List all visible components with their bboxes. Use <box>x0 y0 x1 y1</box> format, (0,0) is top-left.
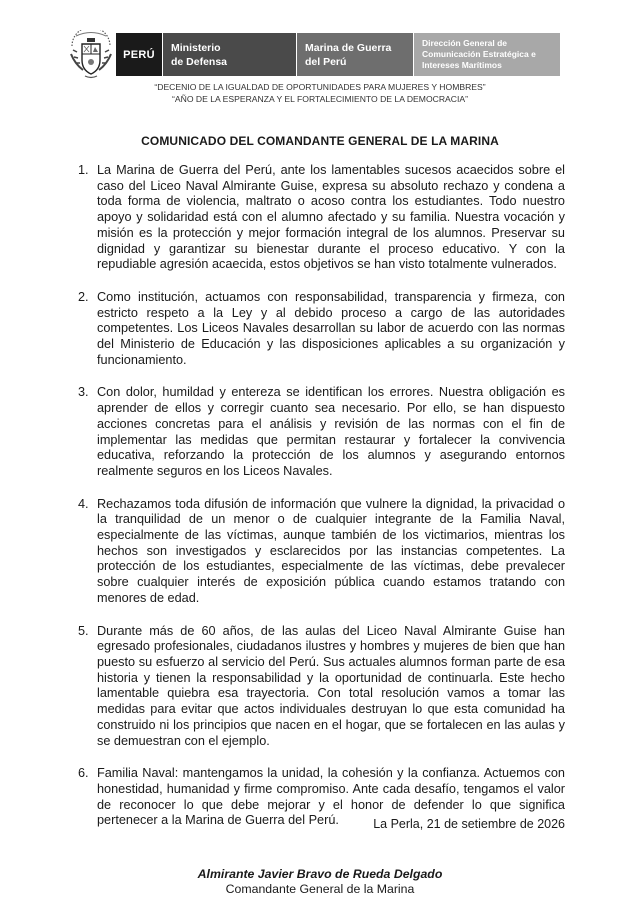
item-text: Como institución, actuamos con responsabilidad, transparencia y firmeza, con estricto respeto a la Ley y al debido proceso a cargo de las autoridades competentes. Los Liceos Navales desarrollan su labor de acuerdo con las normas del Ministerio de Educación y las disposiciones aplicables a su organización y funcionamiento. <box>97 289 565 367</box>
letterhead <box>68 30 560 80</box>
decenio-line1: “DECENIO DE LA IGUALDAD DE OPORTUNIDADES PARA MUJERES Y HOMBRES” <box>154 82 486 92</box>
direccion-line2: Comunicación Estratégica e <box>422 49 536 59</box>
item-text: Con dolor, humildad y entereza se identifican los errores. Nuestra obligación es aprender de ellos y corregir cuanto sea necesario. Por ello, se han dispuesto acciones concretas para el análisis y revisión de las normas con el fin de implementar las medidas que permitan restaurar y fortalecer la convivencia educativa, reforzando la protección de los alumnos y asegurando entornos realmente seguros en los Liceos Navales. <box>97 385 565 478</box>
direccion-line1: Dirección General de <box>422 38 508 48</box>
statement-list <box>78 163 565 829</box>
statement-item <box>78 290 565 369</box>
marina-line1: Marina de Guerra <box>305 41 392 54</box>
item-number: 1. <box>78 163 89 177</box>
marina-block <box>297 33 413 76</box>
decenio-line2: “AÑO DE LA ESPERANZA Y EL FORTALECIMIENTO DE LA DEMOCRACIA” <box>172 93 468 104</box>
item-text: Familia Naval: mantengamos la unidad, la cohesión y la confianza. Actuemos con honestidad, humanidad y firme compromiso. Ante cada desafío, tengamos el valor de reconocer lo que debe mejorar y el honor de defender lo que significa pertenecer a la Marina de Guerra del Perú. <box>97 766 565 828</box>
peru-label: PERÚ <box>123 48 155 61</box>
item-text: Rechazamos toda difusión de información que vulnere la dignidad, la privacidad o la tranquilidad de un menor o de cualquier integrante de la Familia Naval, especialmente de las víctimas, aunque también de los victimarios, mientras los hechos son investigados y esclarecidos por las instancias competentes. La protección de los estudiantes, especialmente de las víctimas, debe prevalecer sobre cualquier interés de exposición pública cuando estamos tratando con menores de edad. <box>97 496 565 605</box>
ministerio-line1: Ministerio <box>171 41 221 54</box>
item-text: La Marina de Guerra del Perú, ante los lamentables sucesos acaecidos sobre el caso del Liceo Naval Almirante Guise, expresa su absoluto rechazo y condena a toda forma de violencia, maltrato o acoso contra los estudiantes. Todo nuestro apoyo y solidaridad está con el alumno afectado y su familia. Nuestra vocación y misión es la protección y mejor formación integral de los alumnos. Preservar su dignidad y garantizar su bienestar durante el proceso educativo. Y con la repudiable agresión acaecida, estos objetivos se han visto totalmente vulnerados. <box>97 163 565 272</box>
direccion-block <box>414 33 560 76</box>
direccion-line3: Intereses Marítimos <box>422 60 502 70</box>
statement-item <box>78 624 565 750</box>
statement-item <box>78 497 565 607</box>
item-number: 5. <box>78 623 89 638</box>
document-title: COMUNICADO DEL COMANDANTE GENERAL DE LA MARINA <box>141 134 499 148</box>
signature-block <box>0 867 640 897</box>
item-text: Durante más de 60 años, de las aulas del Liceo Naval Almirante Guise han egresado profesionales, ciudadanos ilustres y hombres y mujeres de bien que han puesto su esfuerzo al servicio del Perú. Sus actuales alumnos forman parte de esa historia y tienen la responsabilidad y la oportunidad de continuarla. Este hecho lamentable quiebra esa trayectoria. Con total resolución vamos a tomar las medidas para evitar que actos individuales destruyan lo que esta comunidad ha construido ni los principios que nacen en el hogar, que se fortalecen en las aulas y se demuestran con el ejemplo. <box>97 623 565 748</box>
item-number: 2. <box>78 289 89 304</box>
statement-item <box>78 163 565 273</box>
coat-of-arms-icon <box>68 30 114 80</box>
decenio-slogans <box>0 82 640 105</box>
ministerio-line2: de Defensa <box>171 55 228 68</box>
ministerio-block <box>163 33 296 76</box>
statement-item <box>78 385 565 479</box>
item-number: 4. <box>78 496 89 511</box>
date-line: La Perla, 21 de setiembre de 2026 <box>373 817 565 831</box>
signatory-name: Almirante Javier Bravo de Rueda Delgado <box>197 867 443 881</box>
item-number: 6. <box>78 766 89 781</box>
signatory-role: Comandante General de la Marina <box>225 882 415 896</box>
item-number: 3. <box>78 385 89 400</box>
peru-block <box>116 33 162 76</box>
marina-line2: del Perú <box>305 55 347 68</box>
